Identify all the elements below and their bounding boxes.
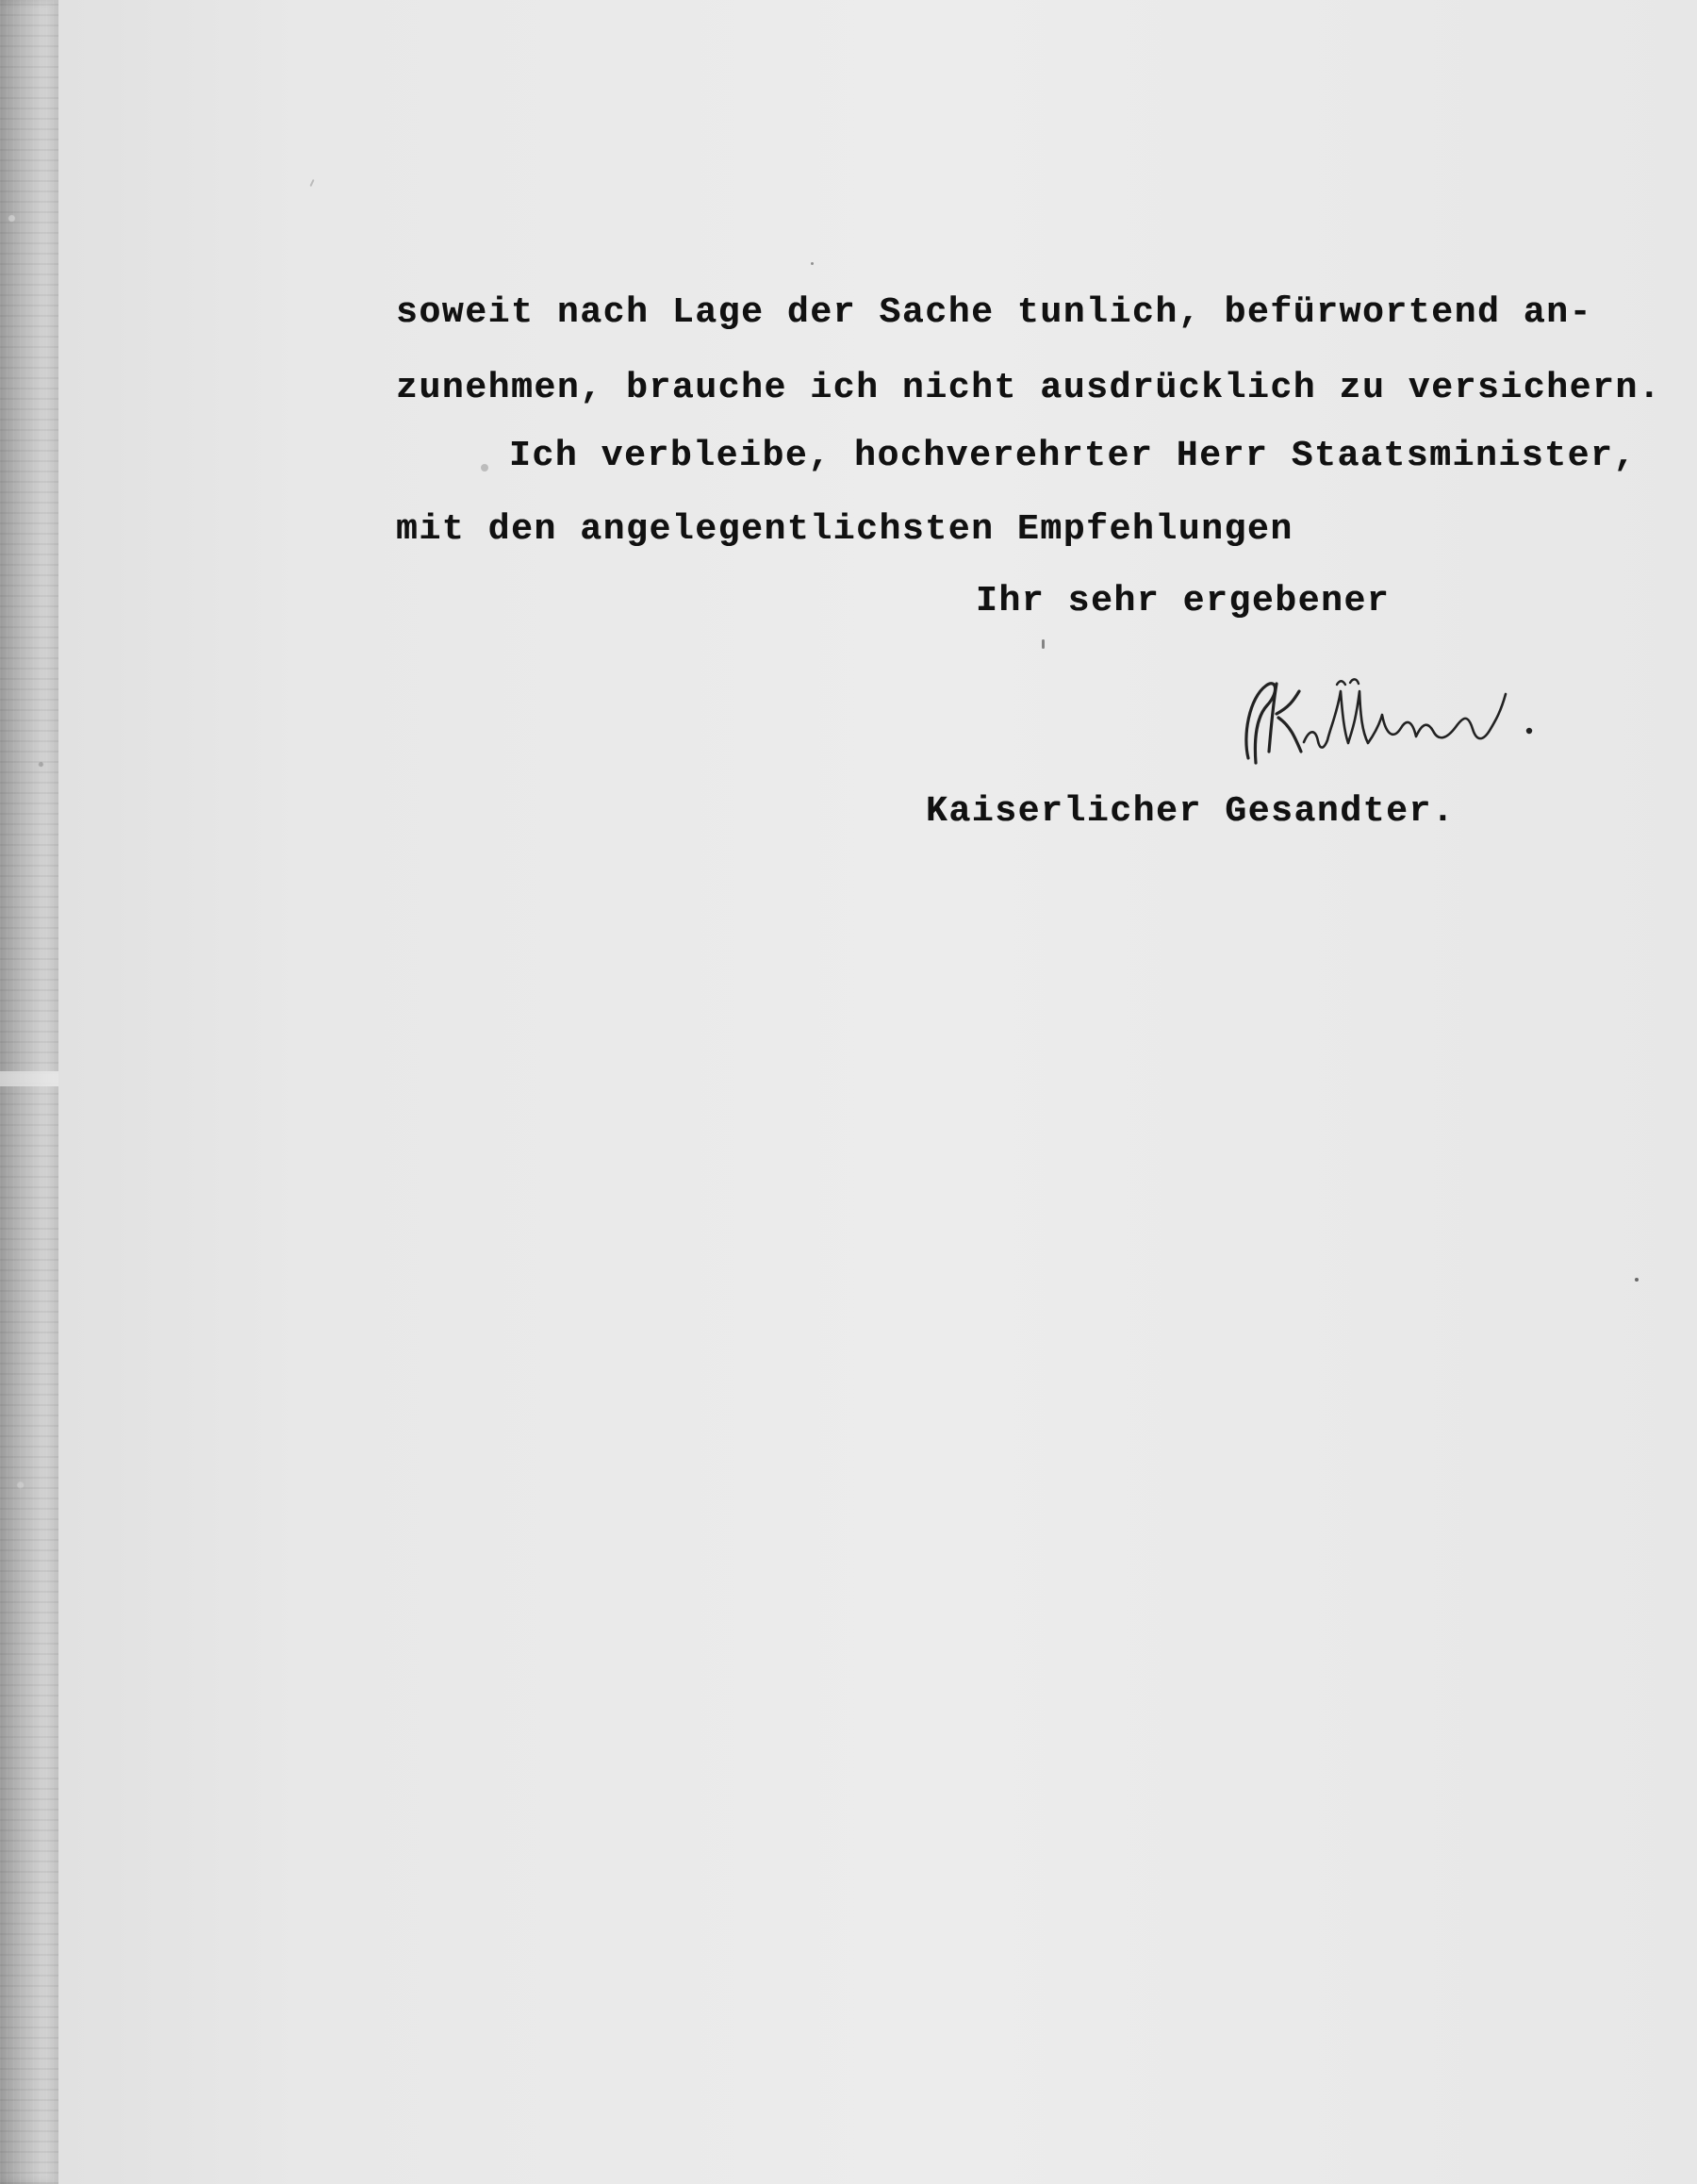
closing-title: Kaiserlicher Gesandter. [926, 791, 1456, 832]
handwritten-signature [1226, 674, 1537, 778]
body-line-3: Ich verbleibe, hochverehrter Herr Staatsminister, [509, 436, 1637, 476]
body-line-2: zunehmen, brauche ich nicht ausdrücklich zu versichern. [396, 368, 1662, 408]
paper-smudge [481, 464, 488, 472]
closing-salutation: Ihr sehr ergebener [976, 581, 1391, 621]
body-line-1: soweit nach Lage der Sache tunlich, befürwortend an- [396, 292, 1592, 333]
body-line-4: mit den angelegentlichsten Empfehlungen [396, 509, 1293, 550]
paper-speck [1635, 1278, 1639, 1282]
paper-speck [811, 262, 814, 265]
paper-mark [1042, 639, 1045, 649]
